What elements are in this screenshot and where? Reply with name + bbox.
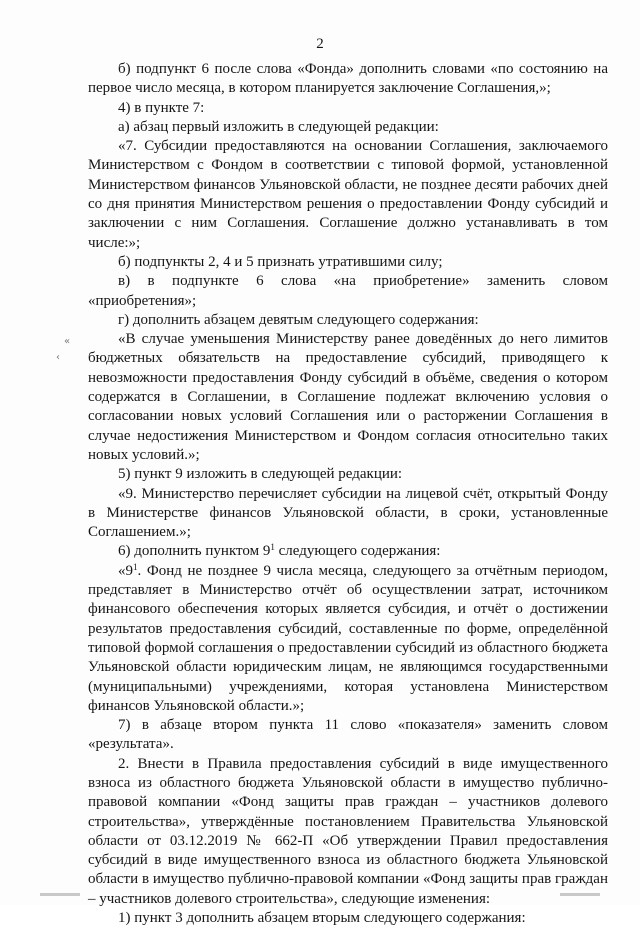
margin-mark: « [64,336,71,347]
paragraph: «В случае уменьшения Министерству ранее доведённых до него лимитов бюджетных обязательств на предоставление субсидий, приводящего к невозможности предоставления Фонду субсидий в объёме, сведения о котором содержатся в Соглашении, в Соглашение подлежат включению условия о согласовании новых условий Соглашения или о расторжении Соглашения в случае недостижения Министерством и Фондом согласия относительно таких новых условий.»; [88,331,608,463]
paragraph: б) подпункт 6 после слова «Фонда» дополнить словами «по состоянию на первое число месяца, в котором планируется заключение Соглашения,»; [88,61,608,97]
paragraph [88,542,608,561]
page-number: 2 [316,36,324,52]
superscript: 1 [270,542,275,553]
paragraph: «7. Субсидии предоставляются на основании Соглашения, заключаемого Министерством с Фондом в соответствии с типовой формой, установленной Министерством финансов Ульяновской области, не позднее десяти рабочих дней со дня принятия Министерством решения о предоставлении Фонду субсидий и заключении с ним Соглашения. Соглашение должно устанавливать в том числе:»; [88,138,608,251]
paragraph: г) дополнить абзацем девятым следующего содержания: [118,311,479,328]
paragraph: 2. Внести в Правила предоставления субсидий в виде имущественного взноса из областного бюджета Ульяновской области в имущество публично-правовой компании «Фонд защиты прав граждан – участников долевого строительства», утверждённые постановлением Правительства Ульяновской области от 03.12.2019 № 662-П «Об утверждении Правил предоставления субсидий в виде имущественного взноса из областного бюджета Ульяновской области в имущество публично-правовой компании «Фонд защиты прав граждан – участников долевого строительства», следующие изменения: [88,755,608,907]
paragraph: в) в подпункте 6 слова «на приобретение» заменить словом «приобретения»; [88,273,608,309]
paragraph-text: «9 [118,562,133,579]
paragraph: б) подпункты 2, 4 и 5 признать утратившими силу; [118,253,443,270]
paragraph: 1) пункт 3 дополнить абзацем вторым следующего содержания: [118,910,526,927]
superscript: 1 [133,561,138,572]
paragraph: 5) пункт 9 изложить в следующей редакции: [118,466,403,483]
paragraph-text: 6) дополнить пунктом 9 [118,543,271,560]
scan-artifact [40,893,80,896]
document-body [88,60,608,928]
paragraph: «9. Министерство перечисляет субсидии на лицевой счёт, открытый Фонду в Министерстве финансов Ульяновской области, в сроки, установленные Соглашением.»; [88,485,608,541]
margin-mark: ‹ [56,352,60,363]
paragraph-text: . Фонд не позднее 9 числа месяца, следующего за отчётным периодом, представляет в Министерство отчёт об осуществлении затрат, источником финансового обеспечения которых является субсидия, и отчёт о достижении результатов предоставления субсидий, составленные по форме, определённой типовой формой соглашения о предоставлении субсидий из областного бюджета Ульяновской области юридическим лицам, не являющимся государственными (муниципальными) учреждениями, которая установлена Министерством финансов Ульяновской области.»; [88,562,608,714]
paragraph [88,562,608,716]
paragraph-text: следующего содержания: [274,543,441,560]
scan-artifact [560,893,600,896]
paragraph: а) абзац первый изложить в следующей редакции: [118,118,439,135]
paragraph: 4) в пункте 7: [118,99,205,116]
paragraph: 7) в абзаце втором пункта 11 слово «показателя» заменить словом «результата». [88,717,608,753]
